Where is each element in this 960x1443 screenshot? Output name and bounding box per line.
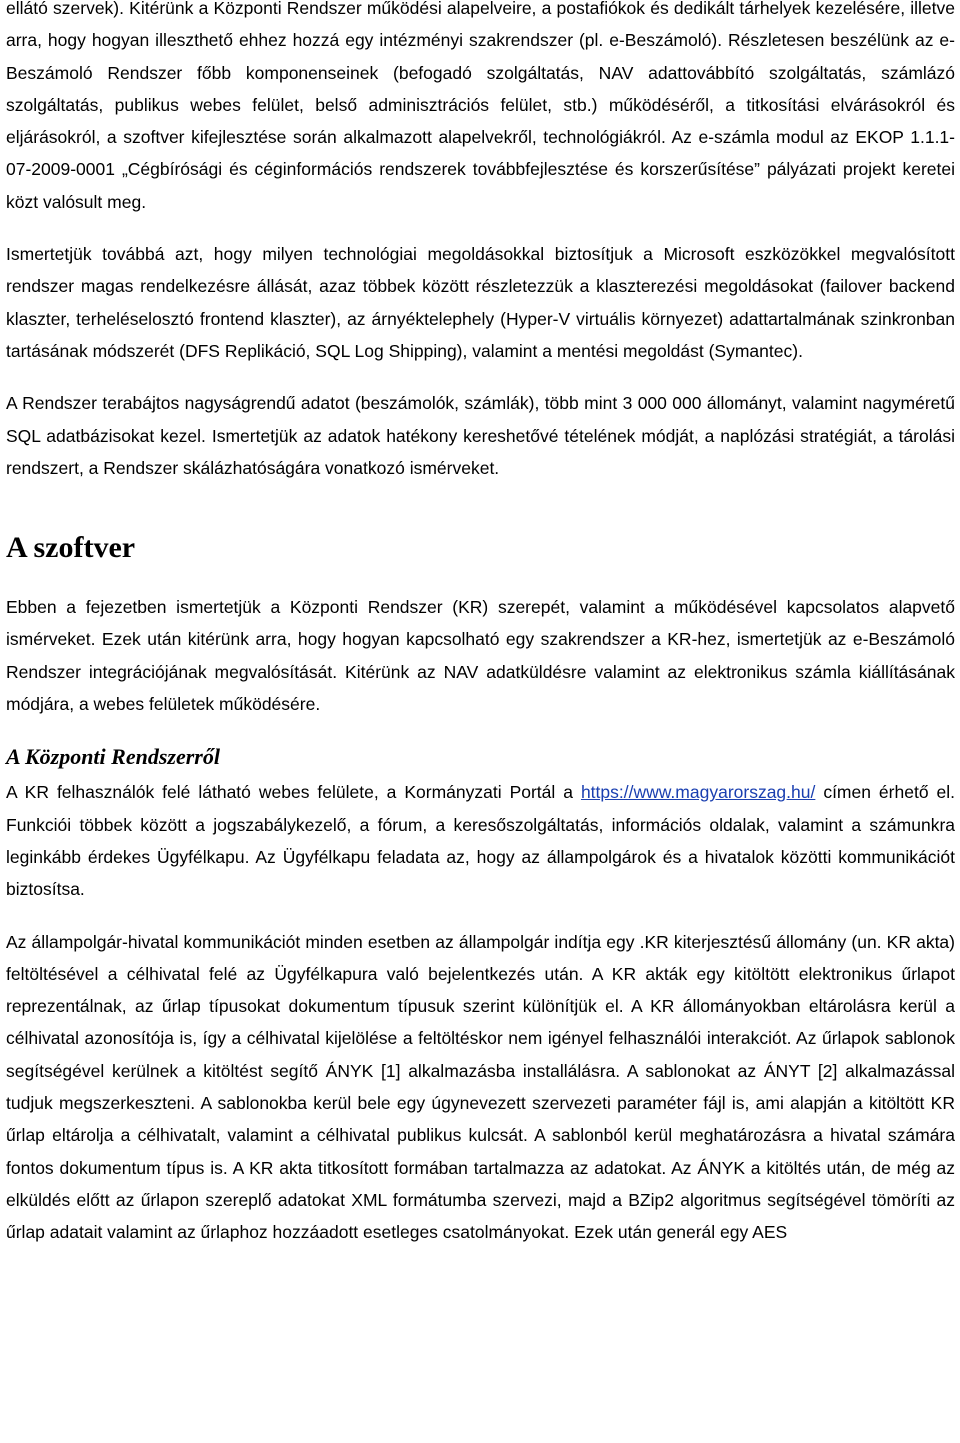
paragraph-data-volume: A Rendszer terabájtos nagyságrendű adatot (beszámolók, számlák), több mint 3 000 000 állományt, valamint nagyméretű SQL adatbázisokat kezel. Ismertetjük az adatok hatékony kereshetővé tételének módját, a naplózási stratégiát, a tárolási rendszert, a Rendszer skálázhatóságára vonatkozó ismérveket. <box>6 393 955 478</box>
paragraph-intro-continued: ellátó szervek). Kitérünk a Központi Rendszer működési alapelveire, a postafiókok és dedikált tárhelyek kezelésére, illetve arra, hogy hogyan illeszthető ehhez hozzá egy intézményi szakrendszer (pl. e-Beszámoló). Részletesen beszélünk az e-Beszámoló Rendszer főbb komponenseinek (befogadó szolgáltatás, NAV adattovábbító szolgáltatás, számlázó szolgáltatás, publikus webes felület, belső adminisztrációs felület, stb.) működéséről, a titkosítási elvárásokról és eljárásokról, a szoftver kifejlesztése során alkalmazott alapelvekről, technológiákról. Az e-számla modul az EKOP 1.1.1-07-2009-0001 „Cégbírósági és céginformációs rendszerek továbbfejlesztése és korszerűsítése” pályázati projekt keretei közt valósult meg. <box>6 0 955 212</box>
section-heading-software: A szoftver <box>6 531 136 565</box>
paragraph-kr-portal <box>6 776 955 905</box>
paragraph-kr-akta: Az állampolgár-hivatal kommunikációt minden esetben az állampolgár indítja egy .KR kiterjesztésű állomány (un. KR akta) feltöltésével a célhivatal felé az Ügyfélkapura való bejelentkezés után. A KR akták egy kitöltött elektronikus űrlapot reprezentálnak, az űrlap típusokat dokumentum típusuk szerint különítjük el. A KR állományokban eltárolásra kerül a célhivatal azonosítója is, így a célhivatal kijelölése a feltöltéskor nem igényel felhasználói interakciót. Az űrlapok sablonok segítségével kerülnek a kitöltést segítő ÁNYK [1] alkalmazásba installálásra. A sablonokat az ÁNYT [2] alkalmazással tudjuk megszerkeszteni. A sablonokba kerül bele egy úgynevezett szervezeti paraméter fájl is, ami alapján a kitöltött KR űrlap eltárolja a célhivatalt, valamint a célhivatal publikus kulcsát. A sablonból kerül meghatározásra a hivatal számára fontos dokumentum típus is. A KR akta titkosított formában tartalmazza az adatokat. Az ÁNYK a kitöltés után, de még az elküldés előtt az űrlapon szereplő adatokat XML formátumba szervezi, majd a BZip2 algoritmus segítségével tömöríti az űrlap adatait valamint az űrlaphoz hozzáadott esetleges csatolmányokat. Ezek után generál egy AES <box>6 931 955 1243</box>
paragraph-chapter-overview: Ebben a fejezetben ismertetjük a Központi Rendszer (KR) szerepét, valamint a működésével kapcsolatos alapvető ismérveket. Ezek után kitérünk arra, hogy hogyan kapcsolható egy szakrendszer a KR-hez, ismertetjük az e-Beszámoló Rendszer integrációjának megvalósítását. Kitérünk az NAV adatküldésre valamint az elektronikus számla kiállításának módjára, a webes felületek működésére. <box>6 597 955 715</box>
magyarorszag-link[interactable]: https://www.magyarorszag.hu/ <box>580 782 816 803</box>
paragraph-kr-portal-text-2: címen érhető el. Funkciói többek között a jogszabálykezelő, a fórum, a keresőszolgáltatás, információs oldalak, valamint a számunkra leginkább érdekes Ügyfélkapu. Az Ügyfélkapu feladata az, hogy az állampolgárok és a hivatalok közötti kommunikációt biztosítsa. <box>6 782 955 900</box>
subsection-heading-central-system: A Központi Rendszerről <box>6 744 220 770</box>
paragraph-kr-portal-text-1: A KR felhasználók felé látható webes felülete, a Kormányzati Portál a <box>6 782 581 803</box>
paragraph-high-availability: Ismertetjük továbbá azt, hogy milyen technológiai megoldásokkal biztosítjuk a Microsoft eszközökkel megvalósított rendszer magas rendelkezésre állását, azaz többek között részletezzük a klaszterezési megoldásokat (failover backend klaszter, terheléselosztó frontend klaszter), az árnyéktelephely (Hyper-V virtuális környezet) adattartalmának szinkronban tartásának módszerét (DFS Replikáció, SQL Log Shipping), valamint a mentési megoldást (Symantec). <box>6 244 955 361</box>
document-page <box>6 0 955 1249</box>
